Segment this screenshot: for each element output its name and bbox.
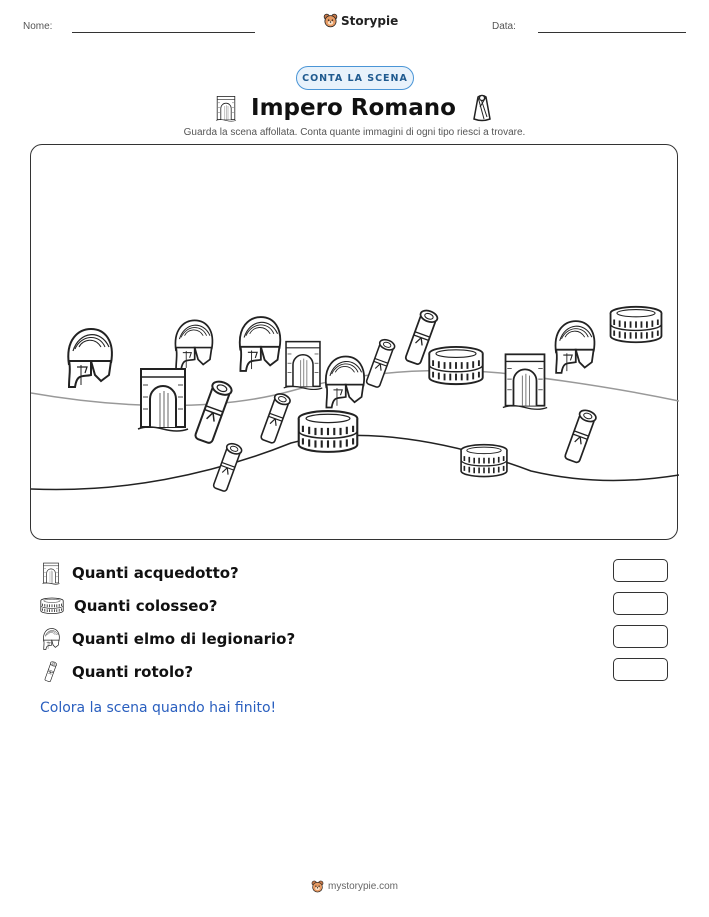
answer-box-colosseum[interactable] bbox=[613, 592, 668, 615]
scroll-4 bbox=[365, 338, 396, 388]
instructions: Guarda la scena affollata. Conta quante immagini di ogni tipo riesci a trovare. bbox=[183, 127, 526, 138]
bear-icon bbox=[311, 880, 324, 893]
question-aqueduct bbox=[40, 559, 239, 587]
aqueduct-1 bbox=[138, 369, 188, 431]
colosseum-icon bbox=[40, 596, 64, 616]
aqueduct-2 bbox=[284, 342, 323, 390]
question-text: Quanti colosseo? bbox=[74, 597, 218, 615]
helmet-3 bbox=[240, 317, 280, 371]
helmet-2 bbox=[175, 320, 212, 369]
bear-icon bbox=[323, 13, 338, 28]
brand-logo bbox=[323, 13, 398, 28]
aqueduct-icon bbox=[215, 94, 237, 122]
question-scroll bbox=[40, 658, 193, 686]
helmet-1 bbox=[68, 329, 112, 387]
answer-box-helmet[interactable] bbox=[613, 625, 668, 648]
helmet-5 bbox=[556, 321, 595, 373]
colosseum-4 bbox=[461, 445, 507, 477]
scroll-3 bbox=[212, 442, 243, 492]
scroll-1 bbox=[193, 379, 233, 444]
toga-icon bbox=[470, 93, 494, 123]
scroll-icon bbox=[40, 659, 62, 685]
date-label: Data: bbox=[492, 21, 516, 32]
title-text: Impero Romano bbox=[251, 95, 456, 121]
name-label: Nome: bbox=[23, 21, 53, 32]
colosseum-1 bbox=[299, 411, 358, 452]
aqueduct-icon bbox=[40, 561, 62, 585]
brand-name: Storypie bbox=[341, 13, 399, 28]
question-text: Quanti rotolo? bbox=[72, 663, 194, 681]
question-colosseum bbox=[40, 592, 217, 620]
question-text: Quanti elmo di legionario? bbox=[72, 630, 296, 648]
color-hint: Colora la scena quando hai finito! bbox=[40, 700, 277, 716]
aqueduct-3 bbox=[503, 354, 547, 409]
scroll-2 bbox=[260, 392, 292, 444]
helmet-4 bbox=[326, 357, 364, 408]
colosseum-3 bbox=[611, 307, 662, 342]
footer bbox=[0, 880, 709, 893]
name-line[interactable] bbox=[72, 32, 255, 33]
date-line[interactable] bbox=[538, 32, 686, 33]
question-helmet bbox=[40, 625, 295, 653]
answer-box-scroll[interactable] bbox=[613, 658, 668, 681]
scroll-6 bbox=[563, 408, 597, 463]
question-text: Quanti acquedotto? bbox=[72, 564, 239, 582]
legionary-helmet-icon bbox=[40, 627, 62, 651]
scene-box bbox=[30, 144, 678, 540]
page-title bbox=[0, 92, 709, 124]
scene-illustration bbox=[31, 145, 679, 541]
colosseum-2 bbox=[429, 347, 482, 384]
activity-badge: CONTA LA SCENA bbox=[296, 66, 414, 90]
footer-url[interactable]: mystorypie.com bbox=[327, 881, 398, 892]
answer-box-aqueduct[interactable] bbox=[613, 559, 668, 582]
